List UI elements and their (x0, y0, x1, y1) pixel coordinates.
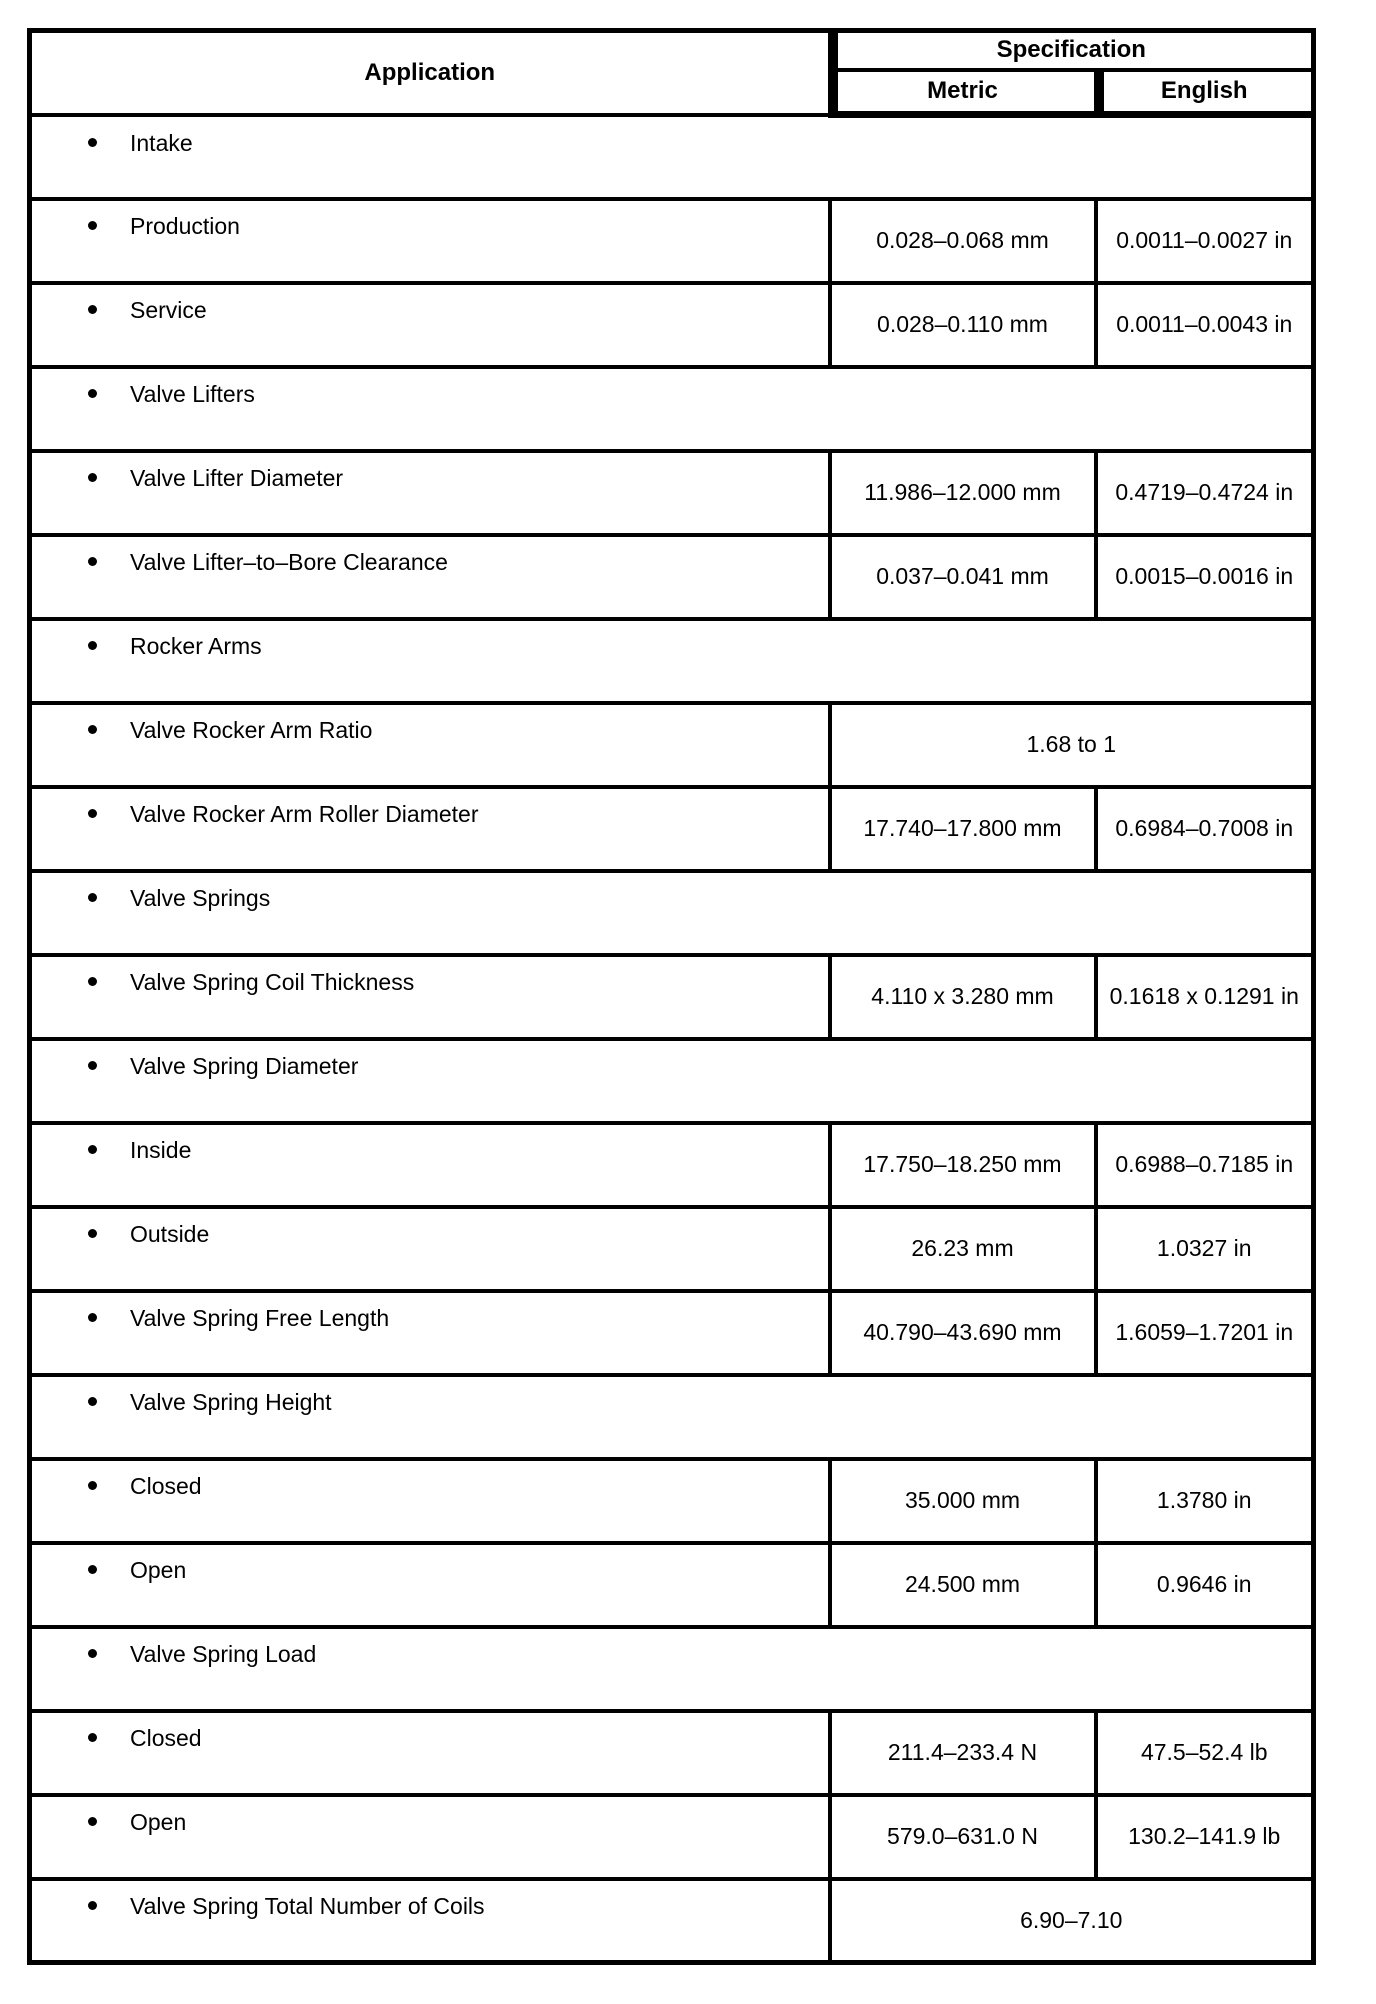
table-row (30, 1795, 1314, 1879)
bullet-icon (88, 977, 97, 986)
label-wrap (32, 369, 1311, 408)
bullet-icon (88, 1397, 97, 1406)
application-cell (30, 1459, 830, 1543)
application-cell (30, 1039, 1314, 1123)
specification-column-header: Specification (830, 31, 1314, 70)
label-wrap (32, 1377, 1311, 1416)
bullet-icon (88, 725, 97, 734)
table-row (30, 451, 1314, 535)
english-value-cell: 0.0011–0.0043 in (1096, 283, 1314, 367)
row-label: Valve Lifter–to–Bore Clearance (130, 548, 448, 575)
metric-value-cell: 35.000 mm (830, 1459, 1096, 1543)
application-cell (30, 1711, 830, 1795)
bullet-icon (88, 305, 97, 314)
table-row (30, 283, 1314, 367)
row-label: Closed (130, 1472, 202, 1499)
application-column-header: Application (30, 31, 830, 115)
table-row (30, 535, 1314, 619)
label-wrap (32, 1041, 1311, 1080)
application-cell (30, 283, 830, 367)
bullet-icon (88, 557, 97, 566)
application-cell (30, 1627, 1314, 1711)
application-cell (30, 1291, 830, 1375)
specification-table (27, 28, 1316, 1965)
english-value-cell: 0.4719–0.4724 in (1096, 451, 1314, 535)
table-row (30, 871, 1314, 955)
row-label: Valve Spring Height (130, 1388, 332, 1415)
english-value-cell: 1.3780 in (1096, 1459, 1314, 1543)
metric-column-header: Metric (830, 70, 1096, 115)
application-cell (30, 535, 830, 619)
label-wrap (32, 1713, 828, 1752)
english-value-cell: 47.5–52.4 lb (1096, 1711, 1314, 1795)
table-row (30, 955, 1314, 1039)
english-value-cell: 0.9646 in (1096, 1543, 1314, 1627)
row-label: Closed (130, 1724, 202, 1751)
application-cell (30, 367, 1314, 451)
row-label: Valve Spring Coil Thickness (130, 968, 415, 995)
metric-value-cell: 26.23 mm (830, 1207, 1096, 1291)
header-row (30, 31, 1314, 70)
label-wrap (32, 1293, 828, 1332)
bullet-icon (88, 809, 97, 818)
metric-value-cell: 17.740–17.800 mm (830, 787, 1096, 871)
bullet-icon (88, 1733, 97, 1742)
label-wrap (32, 1797, 828, 1836)
metric-value-cell: 40.790–43.690 mm (830, 1291, 1096, 1375)
row-label: Open (130, 1556, 187, 1583)
english-value-cell: 0.6988–0.7185 in (1096, 1123, 1314, 1207)
table-row (30, 1459, 1314, 1543)
application-cell (30, 1795, 830, 1879)
application-cell (30, 787, 830, 871)
english-value-cell: 0.6984–0.7008 in (1096, 787, 1314, 871)
application-cell (30, 1375, 1314, 1459)
label-wrap (32, 957, 828, 996)
table-row (30, 1123, 1314, 1207)
row-label: Valve Rocker Arm Ratio (130, 716, 373, 743)
row-label: Inside (130, 1136, 192, 1163)
spec-table-body (30, 115, 1314, 1963)
application-cell (30, 199, 830, 283)
label-wrap (32, 705, 828, 744)
label-wrap (32, 1881, 828, 1920)
label-wrap (32, 1545, 828, 1584)
metric-value-cell: 4.110 x 3.280 mm (830, 955, 1096, 1039)
bullet-icon (88, 221, 97, 230)
table-row (30, 1627, 1314, 1711)
english-value-cell: 130.2–141.9 lb (1096, 1795, 1314, 1879)
table-row (30, 703, 1314, 787)
bullet-icon (88, 1061, 97, 1070)
row-label: Valve Springs (130, 884, 271, 911)
row-label: Valve Lifter Diameter (130, 464, 344, 491)
application-cell (30, 703, 830, 787)
application-cell (30, 955, 830, 1039)
label-wrap (32, 537, 828, 576)
bullet-icon (88, 893, 97, 902)
application-cell (30, 619, 1314, 703)
application-cell (30, 115, 1314, 199)
english-value-cell: 1.0327 in (1096, 1207, 1314, 1291)
english-value-cell: 0.1618 x 0.1291 in (1096, 955, 1314, 1039)
row-label: Valve Lifters (130, 380, 255, 407)
application-cell (30, 451, 830, 535)
table-row (30, 367, 1314, 451)
metric-value-cell: 211.4–233.4 N (830, 1711, 1096, 1795)
label-wrap (32, 1209, 828, 1248)
label-wrap (32, 873, 1311, 912)
metric-value-cell: 0.028–0.068 mm (830, 199, 1096, 283)
table-row (30, 1207, 1314, 1291)
application-cell (30, 871, 1314, 955)
metric-value-cell: 11.986–12.000 mm (830, 451, 1096, 535)
label-wrap (32, 118, 1311, 157)
english-value-cell: 0.0011–0.0027 in (1096, 199, 1314, 283)
label-wrap (32, 1125, 828, 1164)
bullet-icon (88, 1145, 97, 1154)
table-row (30, 1543, 1314, 1627)
row-label: Service (130, 296, 207, 323)
english-value-cell: 0.0015–0.0016 in (1096, 535, 1314, 619)
row-label: Valve Spring Total Number of Coils (130, 1892, 485, 1919)
bullet-icon (88, 1565, 97, 1574)
label-wrap (32, 201, 828, 240)
metric-value-cell: 24.500 mm (830, 1543, 1096, 1627)
merged-value-cell: 6.90–7.10 (830, 1879, 1314, 1963)
bullet-icon (88, 1901, 97, 1910)
row-label: Outside (130, 1220, 210, 1247)
bullet-icon (88, 641, 97, 650)
metric-value-cell: 0.037–0.041 mm (830, 535, 1096, 619)
bullet-icon (88, 1229, 97, 1238)
table-row (30, 115, 1314, 199)
metric-value-cell: 579.0–631.0 N (830, 1795, 1096, 1879)
application-cell (30, 1123, 830, 1207)
table-header (30, 31, 1314, 115)
label-wrap (32, 621, 1311, 660)
application-cell (30, 1207, 830, 1291)
row-label: Rocker Arms (130, 632, 262, 659)
row-label: Valve Spring Diameter (130, 1052, 359, 1079)
table-row (30, 1375, 1314, 1459)
table-row (30, 1879, 1314, 1963)
table-row (30, 1039, 1314, 1123)
label-wrap (32, 453, 828, 492)
row-label: Valve Spring Load (130, 1640, 317, 1667)
bullet-icon (88, 1481, 97, 1490)
label-wrap (32, 1461, 828, 1500)
label-wrap (32, 285, 828, 324)
merged-value-cell: 1.68 to 1 (830, 703, 1314, 787)
english-value-cell: 1.6059–1.7201 in (1096, 1291, 1314, 1375)
bullet-icon (88, 138, 97, 147)
metric-value-cell: 0.028–0.110 mm (830, 283, 1096, 367)
bullet-icon (88, 1649, 97, 1658)
table-row (30, 1291, 1314, 1375)
row-label: Intake (130, 130, 193, 156)
row-label: Valve Spring Free Length (130, 1304, 390, 1331)
label-wrap (32, 789, 828, 828)
row-label: Production (130, 212, 240, 239)
table-row (30, 199, 1314, 283)
table-row (30, 1711, 1314, 1795)
application-cell (30, 1543, 830, 1627)
application-cell (30, 1879, 830, 1963)
english-column-header: English (1096, 70, 1314, 115)
table-row (30, 787, 1314, 871)
row-label: Valve Rocker Arm Roller Diameter (130, 800, 479, 827)
bullet-icon (88, 1313, 97, 1322)
table-row (30, 619, 1314, 703)
bullet-icon (88, 389, 97, 398)
label-wrap (32, 1629, 1311, 1668)
metric-value-cell: 17.750–18.250 mm (830, 1123, 1096, 1207)
bullet-icon (88, 473, 97, 482)
bullet-icon (88, 1817, 97, 1826)
row-label: Open (130, 1808, 187, 1835)
